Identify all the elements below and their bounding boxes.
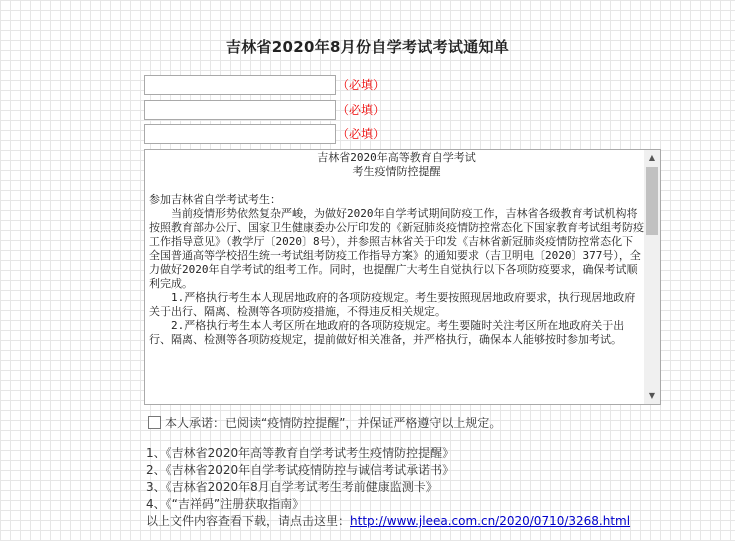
document-item-2: 2、《吉林省2020年自学考试疫情防控与诚信考试承诺书》	[146, 463, 455, 477]
document-item-3: 3、《吉林省2020年8月自学考试考生考前健康监测卡》	[146, 480, 438, 494]
scrollbar-thumb[interactable]	[646, 167, 658, 235]
download-line	[146, 513, 630, 530]
ticket-required: （必填）	[337, 78, 386, 92]
scroll-down-arrow-icon[interactable]: ▼	[648, 391, 656, 400]
notice-heading-2: 考生疫情防控提醒	[352, 165, 441, 178]
notice-heading-1: 吉林省2020年高等教育自学考试	[317, 151, 476, 164]
document-item-1: 1、《吉林省2020年高等教育自学考试考生疫情防控提醒》	[146, 446, 455, 460]
document-item-4: 4、《“吉祥码”注册获取指南》	[146, 497, 305, 511]
scroll-up-arrow-icon[interactable]: ▲	[648, 153, 656, 162]
page-title: 吉林省2020年8月份自学考试考试通知单	[225, 38, 510, 56]
notice-scrollbar[interactable]	[644, 150, 660, 404]
name-required: （必填）	[337, 103, 386, 117]
notice-greeting: 参加吉林省自学考试考生：	[149, 193, 281, 206]
agreement	[148, 414, 501, 431]
notice-paragraph-1: 当前疫情形势依然复杂严峻，为做好2020年自学考试期间防疫工作，吉林省各级教育考试机构将按照教育部办公厅、国家卫生健康委办公厅印发的《新冠肺炎疫情防控常态化下国家教育考试组考防疫工作指导意见》（教学厅〔2020〕8号），并参照吉林省关于印发《吉林省新冠肺炎疫情防控常态化下全国普通高等学校招生统一考试组考防疫工作指导方案》的通知要求（吉卫明电〔2020〕377号），全力做好2020年自学考试的组考工作。同时，也提醒广大考生自觉执行以下各项防疫要求，确保考试顺利完成。	[149, 207, 644, 290]
ticket-number-input[interactable]	[144, 75, 336, 95]
notice-content	[149, 151, 644, 347]
agree-text: 本人承诺：已阅读“疫情防控提醒”，并保证严格遵守以上规定。	[165, 416, 502, 430]
notice-paragraph-2: 1.严格执行考生本人现居地政府的各项防疫规定。考生要按照现居地政府要求，执行现居地政府关于出行、隔离、检测等各项防疫措施，不得违反相关规定。	[149, 291, 636, 318]
download-text: 以上文件内容查看下载，请点击这里：	[146, 514, 351, 528]
document-list	[146, 445, 630, 530]
notice-paragraph-3: 2.严格执行考生本人考区所在地政府的各项防疫规定。考生要随时关注考区所在地政府关于出行、隔离、检测等各项防疫规定，提前做好相关准备，并严格执行，确保本人能够按时参加考试。	[149, 319, 625, 346]
id-number-input[interactable]	[144, 124, 336, 144]
agree-checkbox[interactable]	[148, 416, 161, 429]
name-input[interactable]	[144, 100, 336, 120]
download-link[interactable]: http://www.jleea.com.cn/2020/0710/3268.html	[350, 514, 631, 528]
notice-textarea[interactable]	[144, 149, 661, 405]
id-required: （必填）	[337, 127, 386, 141]
